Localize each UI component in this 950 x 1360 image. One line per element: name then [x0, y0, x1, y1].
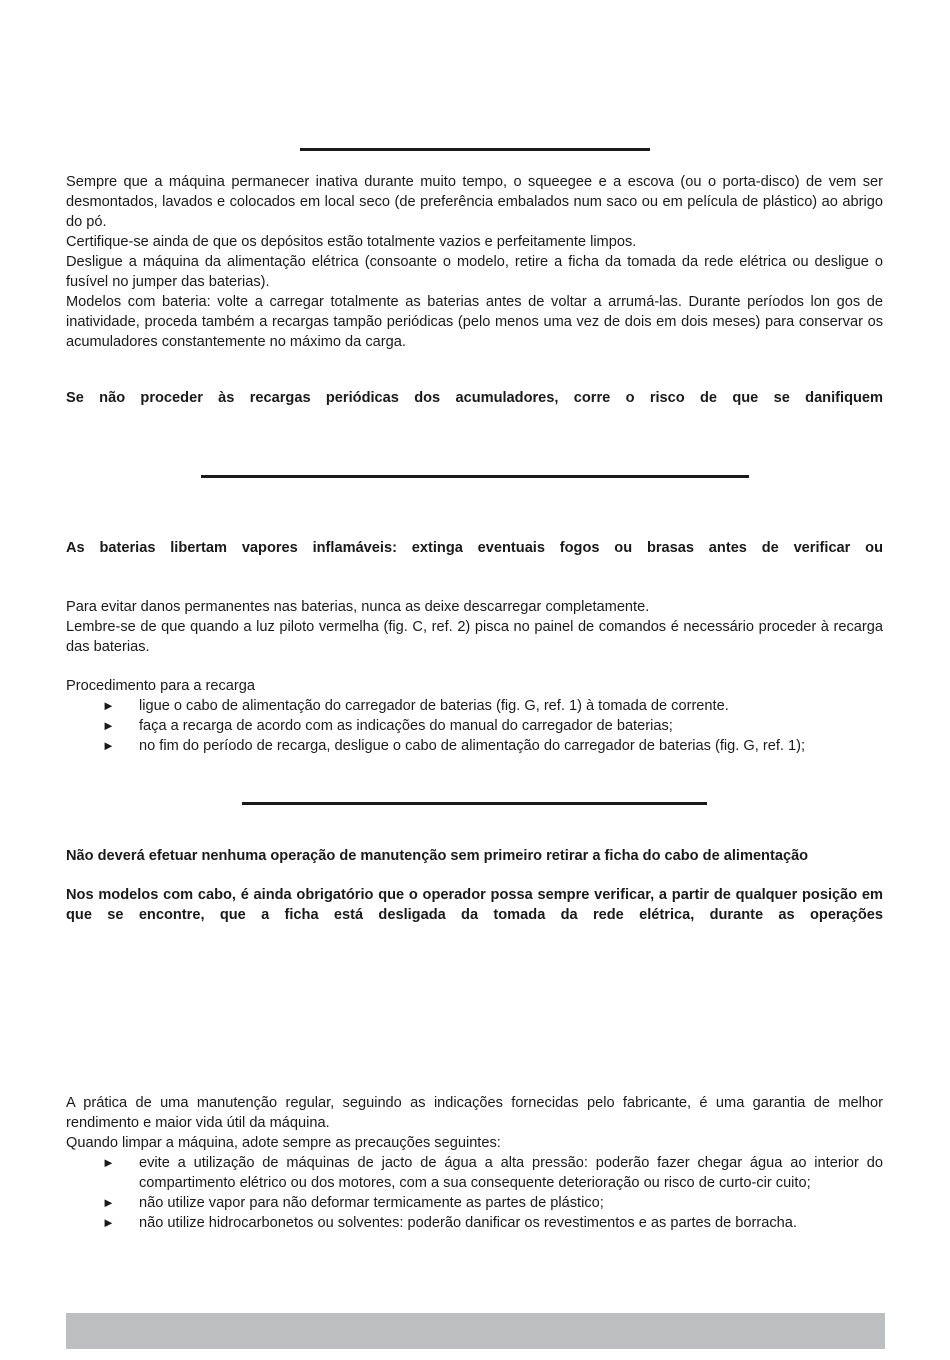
- list-item: [66, 1213, 883, 1233]
- battery-text: [66, 597, 883, 657]
- bullet-arrow-icon: ►: [102, 1215, 115, 1230]
- procedure-title: Procedimento para a recarga: [66, 678, 256, 694]
- list-item: [66, 696, 883, 716]
- list-item-text: ligue o cabo de alimentação do carregador de baterias (fig. G, ref. 1) à tomada de corrente.: [139, 698, 729, 714]
- list-item-text: evite a utilização de máquinas de jacto de água a alta pressão: poderão fazer chegar água ao interior do compartimento elétrico ou dos motores, com a sua consequente deterioração ou risco de curto-cir cuito;: [139, 1155, 883, 1191]
- section-heading-rule-storage: [300, 148, 650, 151]
- storage-paragraph: Desligue a máquina da alimentação elétrica (consoante o modelo, retire a ficha da tomada da rede elétrica ou desligue o fusível no jumper das baterias).: [66, 254, 883, 290]
- maintenance-warning-text: Não deverá efetuar nenhuma operação de manutenção sem primeiro retirar a ficha do cabo de alimentação: [66, 848, 809, 864]
- section-heading-rule-battery: [201, 475, 749, 478]
- storage-warning-text: Se não proceder às recargas periódicas dos acumuladores, corre o risco de que se danifiquem: [66, 390, 883, 406]
- procedure-steps-list: [66, 696, 883, 756]
- battery-warning: [66, 538, 883, 558]
- list-item: [66, 736, 883, 756]
- section-heading-rule-maintenance: [242, 802, 707, 805]
- list-item-text: não utilize hidrocarbonetos ou solventes: poderão danificar os revestimentos e as partes de borracha.: [139, 1215, 797, 1231]
- maintenance-warning-text: Nos modelos com cabo, é ainda obrigatório que o operador possa sempre verificar, a partir de qualquer posição em que se encontre, que a ficha está desligada da tomada da rede elétrica, durante as operações: [66, 887, 883, 923]
- cleaning-paragraph: Quando limpar a máquina, adote sempre as precauções seguintes:: [66, 1135, 501, 1151]
- list-item-text: não utilize vapor para não deformar termicamente as partes de plástico;: [139, 1195, 604, 1211]
- footer-bar: [66, 1313, 885, 1349]
- list-item: [66, 716, 883, 736]
- cleaning-text: [66, 1093, 883, 1233]
- list-item-text: faça a recarga de acordo com as indicações do manual do carregador de baterias;: [139, 718, 673, 734]
- list-item: [66, 1153, 883, 1193]
- maintenance-warning-1: [66, 846, 883, 866]
- bullet-arrow-icon: ►: [102, 1195, 115, 1210]
- storage-text: [66, 172, 883, 352]
- list-item-text: no fim do período de recarga, desligue o cabo de alimentação do carregador de baterias (fig. G, ref. 1);: [139, 738, 806, 754]
- battery-warning-text: As baterias libertam vapores inflamáveis: extinga eventuais fogos ou brasas antes de verificar ou: [66, 540, 883, 556]
- storage-paragraph: Certifique-se ainda de que os depósitos estão totalmente vazios e perfeitamente limpos.: [66, 234, 637, 250]
- storage-warning: [66, 388, 883, 408]
- storage-paragraph: Modelos com bateria: volte a carregar totalmente as baterias antes de voltar a arrumá-las. Durante períodos lon gos de inatividade, proceda também a recargas tampão periódicas (pelo menos uma vez de dois em dois meses) para conservar os acumuladores constantemente no máximo da carga.: [66, 294, 883, 350]
- bullet-arrow-icon: ►: [102, 738, 115, 753]
- battery-paragraph: Lembre-se de que quando a luz piloto vermelha (fig. C, ref. 2) pisca no painel de comandos é necessário proceder à recarga das baterias.: [66, 619, 883, 655]
- maintenance-warning-2: [66, 885, 883, 925]
- battery-paragraph: Para evitar danos permanentes nas baterias, nunca as deixe descarregar completamente.: [66, 599, 650, 615]
- bullet-arrow-icon: ►: [102, 718, 115, 733]
- battery-procedure: [66, 676, 883, 756]
- bullet-arrow-icon: ►: [102, 698, 115, 713]
- storage-paragraph: Sempre que a máquina permanecer inativa durante muito tempo, o squeegee e a escova (ou o porta-disco) de vem ser desmontados, lavados e colocados em local seco (de preferência embalados num saco ou em película de plástico) ao abrigo do pó.: [66, 174, 883, 230]
- cleaning-paragraph: A prática de uma manutenção regular, seguindo as indicações fornecidas pelo fabricante, é uma garantia de melhor rendimento e maior vida útil da máquina.: [66, 1095, 883, 1131]
- cleaning-precautions-list: [66, 1153, 883, 1233]
- bullet-arrow-icon: ►: [102, 1155, 115, 1170]
- list-item: [66, 1193, 883, 1213]
